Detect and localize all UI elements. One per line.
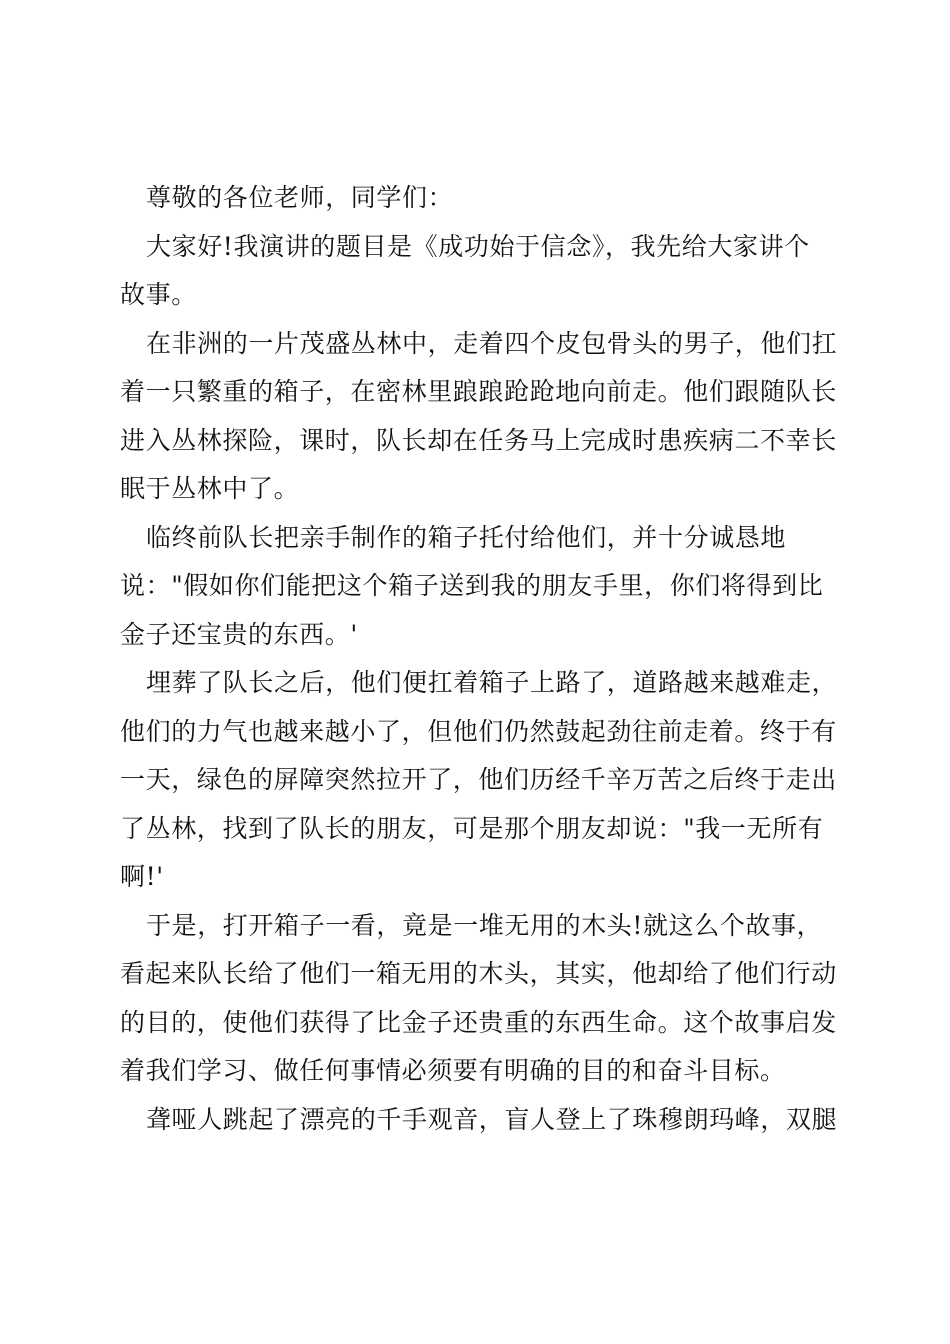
text-line: 于是，打开箱子一看，竟是一堆无用的木头!就这么个故事， [146,910,823,940]
text-line: 着一只繁重的箱子，在密林里踉踉跄跄地向前走。他们跟随队长 [120,377,837,406]
text-line: 大家好!我演讲的题目是《成功始于信念》，我先给大家讲个 [146,231,810,261]
text-line: 眠于丛林中了。 [120,474,300,503]
text-line: 一天，绿色的屏障突然拉开了，他们历经千辛万苦之后终于走出 [120,765,837,794]
text-line: 说："假如你们能把这个箱子送到我的朋友手里，你们将得到比 [120,571,824,600]
text-line: 埋葬了队长之后，他们便扛着箱子上路了，道路越来越难走， [146,668,838,697]
text-line: 进入丛林探险，课时，队长却在任务马上完成时患疾病二不幸长 [120,425,837,455]
text-line: 金子还宝贵的东西。' [120,619,358,649]
text-line: 啊!' [120,862,164,891]
text-line: 的目的，使他们获得了比金子还贵重的东西生命。这个故事启发 [120,1007,837,1037]
text-line: 故事。 [120,280,197,309]
text-line: 在非洲的一片茂盛丛林中，走着四个皮包骨头的男子，他们扛 [146,328,838,358]
text-line: 聋哑人跳起了漂亮的千手观音，盲人登上了珠穆朗玛峰，双腿 [146,1104,838,1134]
text-line: 他们的力气也越来越小了，但他们仍然鼓起劲往前走着。终于有 [120,716,837,746]
speech-text [120,174,838,1144]
text-line: 尊敬的各位老师，同学们： [146,183,454,212]
text-line: 临终前队长把亲手制作的箱子托付给他们，并十分诚恳地 [146,522,787,552]
text-line: 着我们学习、做任何事情必须要有明确的目的和奋斗目标。 [120,1056,786,1085]
text-line: 了丛林，找到了队长的朋友，可是那个朋友却说："我一无所有 [120,813,824,843]
text-line: 看起来队长给了他们一箱无用的木头，其实，他却给了他们行动 [120,959,837,988]
